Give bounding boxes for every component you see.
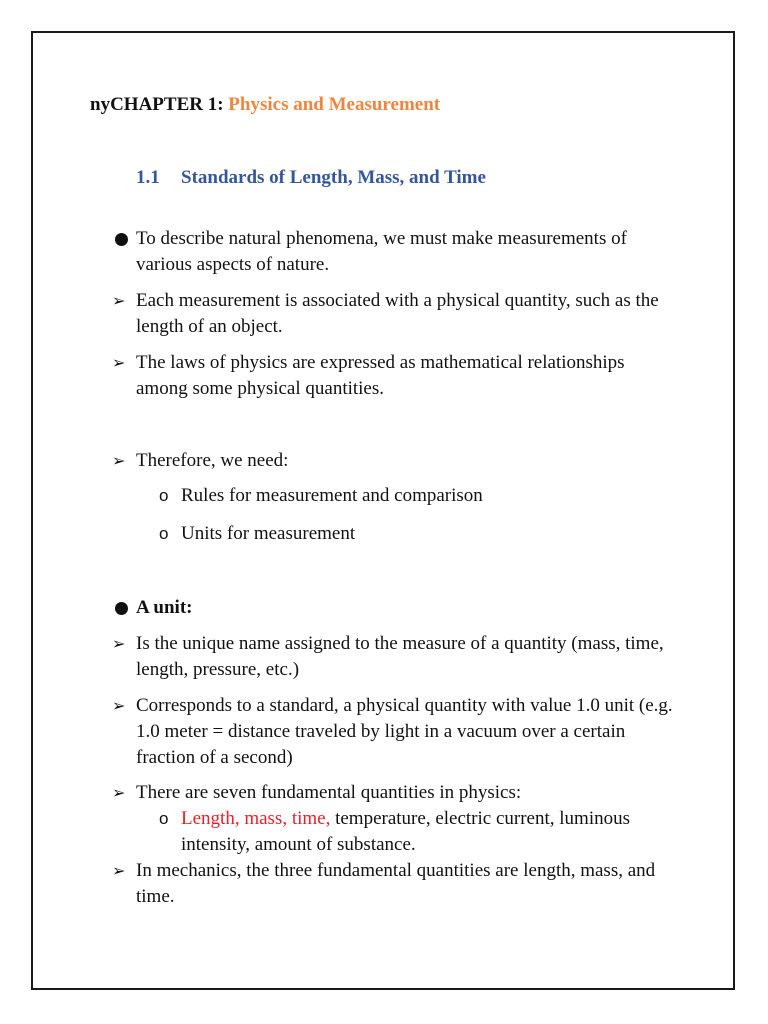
hollow-o-bullet-icon: o (159, 809, 169, 828)
list-item-text: Corresponds to a standard, a physical quantity with value 1.0 unit (e.g. 1.0 meter = distance traveled by light in a vacuum over a certain fraction of a second) (136, 695, 673, 768)
list-item-text: To describe natural phenomena, we must make measurements of various aspects of nature. (136, 228, 627, 275)
arrowhead-bullet-icon: ➢ (112, 291, 126, 310)
section-title: Standards of Length, Mass, and Time (181, 167, 486, 188)
list-item-therefore (112, 448, 676, 474)
arrowhead-bullet-icon: ➢ (112, 353, 126, 372)
list-item-intro (136, 226, 676, 278)
list-item-text: In mechanics, the three fundamental quantities are length, mass, and time. (136, 860, 656, 907)
arrowhead-bullet-icon: ➢ (112, 783, 126, 802)
arrowhead-bullet-icon: ➢ (112, 861, 126, 880)
list-item-text: Is the unique name assigned to the measure of a quantity (mass, time, length, pressure, etc.) (136, 633, 664, 680)
sub-item-rules (159, 483, 681, 509)
chapter-title (90, 93, 440, 117)
arrowhead-bullet-icon: ➢ (112, 451, 126, 470)
list-item-text: A unit: (136, 597, 193, 618)
arrowhead-bullet-icon: ➢ (112, 634, 126, 653)
sub-item-text: Rules for measurement and comparison (181, 485, 483, 506)
list-item-text: The laws of physics are expressed as mathematical relationships among some physical quantities. (136, 352, 625, 399)
filled-circle-bullet-icon (115, 233, 128, 246)
section-heading (136, 166, 486, 190)
list-item-text: Each measurement is associated with a physical quantity, such as the length of an object. (136, 290, 659, 337)
arrowhead-bullet-icon: ➢ (112, 696, 126, 715)
list-item-unique-name (112, 631, 676, 683)
hollow-o-bullet-icon: o (159, 524, 169, 543)
list-item-unit-heading (136, 595, 676, 621)
list-item-laws (112, 350, 676, 402)
sub-item-units (159, 521, 681, 547)
filled-circle-bullet-icon (115, 602, 128, 615)
list-item-seven (112, 780, 676, 806)
highlighted-quantities: Length, mass, time, (181, 808, 331, 829)
list-item-quantity (112, 288, 676, 340)
list-item-mechanics (112, 858, 676, 910)
section-number: 1.1 (136, 167, 160, 188)
chapter-name: Physics and Measurement (228, 94, 441, 115)
list-item-text: There are seven fundamental quantities in physics: (136, 782, 522, 803)
chapter-prefix: nyCHAPTER 1: (90, 94, 229, 115)
hollow-o-bullet-icon: o (159, 486, 169, 505)
sub-item-text: Units for measurement (181, 523, 356, 544)
list-item-text: Therefore, we need: (136, 450, 289, 471)
sub-item-fundamental (159, 806, 681, 858)
sub-item-text: temperature, electric current, luminous intensity, amount of substance. (181, 808, 630, 855)
list-item-standard (112, 693, 676, 771)
